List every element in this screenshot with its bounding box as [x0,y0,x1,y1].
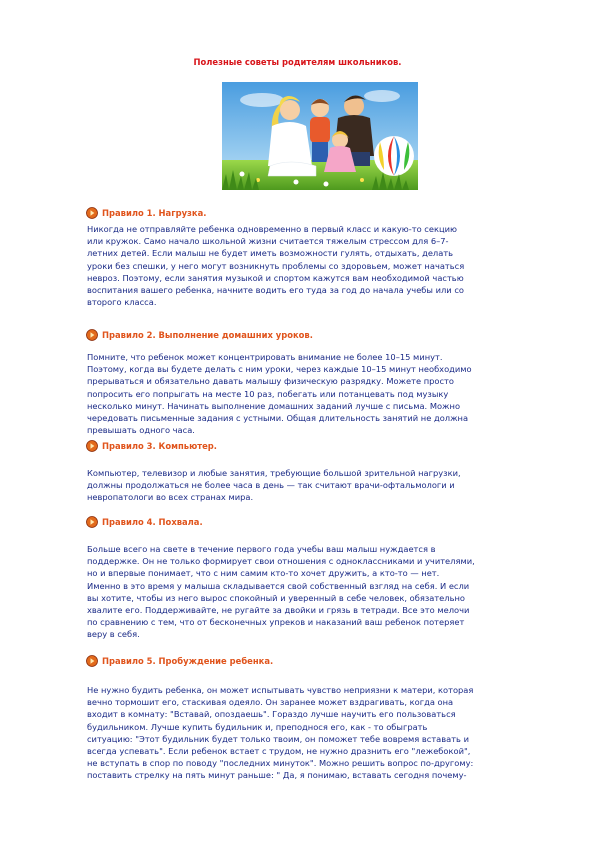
text-line: Больше всего на свете в течение первого года учебы ваш малыш нуждается в [87,544,436,554]
text-line: по сравнению с тем, что от бесконечных упреков и наказаний ваш ребенок потеряет [87,617,465,628]
text-line: должны продолжаться не более часа в день — так считают врачи-офтальмологи и [87,480,455,491]
orange-arrow-bullet-icon [86,440,98,452]
text-line: не вступать в спор по поводу "последних минуток". Можно решить вопрос по-другому: [87,758,474,769]
text-line: входит в комнату: "Вставай, опоздаешь". Гораздо лучше научить его пользоваться [87,709,456,720]
text-line: вы хотите, чтобы из него вырос спокойный и уверенный в себе человек, обязательно [87,592,465,603]
text-line: веру в себя. [87,629,140,640]
orange-arrow-bullet-icon [86,516,98,528]
text-line: поставить стрелку на пять минут раньше: " Да, я понимаю, вставать сегодня почему- [87,770,467,781]
rule-heading-5 [86,654,273,668]
rule-heading-2 [86,328,313,342]
rule-heading-4 [86,515,203,529]
page-title: Полезные советы родителям школьников. [193,57,402,67]
family-illustration-icon [222,82,418,190]
text-line: попросить его попрыгать на месте 10 раз, побегать или потанцевать под музыку [87,388,449,399]
rule-paragraph-1 [87,223,553,308]
rule-heading-text: Правило 2. Выполнение домашних уроков. [102,330,313,340]
text-line: второго класса. [87,297,157,308]
rule-heading-text: Правило 4. Похвала. [102,517,203,527]
rule-paragraph-4 [87,543,553,641]
text-line: уроки без спешки, у него могут возникнуть проблемы со здоровьем, может начаться [87,260,465,271]
text-line: воспитания вашего ребенка, начните водить его туда за год до начала учебы или со [87,285,464,296]
text-line: поддержке. Он не только формирует свои отношения с одноклассниками и учителями, [87,556,475,567]
orange-arrow-bullet-icon [86,207,98,219]
rule-heading-text: Правило 3. Компьютер. [102,441,217,451]
orange-arrow-bullet-icon [86,655,98,667]
text-line: Именно в это время у малыша складывается свой собственный взгляд на себя. И если [87,580,470,591]
rule-paragraph-3 [87,467,553,504]
text-line: превышать одного часа. [87,425,195,436]
text-line: невроз. Поэтому, если занятия музыкой и спортом кажутся вам необходимой частью [87,272,464,283]
rule-heading-3 [86,439,217,453]
text-line: Не нужно будить ребенка, он может испытывать чувство неприязни к матери, которая [87,685,474,695]
text-line: прерываться и обязательно давать малышу физическую разрядку. Можете просто [87,376,454,387]
text-line: чередовать письменные задания с устными. Общая длительность занятий не должна [87,413,469,424]
text-line: ситуацию: "Этот будильник будет только твоим, он поможет тебе вовремя вставать и [87,733,469,744]
text-line: вечно тормошит его, стаскивая одеяло. Он заранее может вздрагивать, когда она [87,697,454,708]
text-line: или кружок. Само начало школьной жизни считается тяжелым стрессом для 6–7- [87,236,449,247]
text-line: будильником. Лучше купить будильник и, преподнося его, как - то обыграть [87,721,428,732]
text-line: Поэтому, когда вы будете делать с ним уроки, через каждые 10–15 минут необходимо [87,364,472,375]
rule-heading-text: Правило 5. Пробуждение ребенка. [102,656,274,666]
text-line: летних детей. Если малыш не будет иметь возможности гулять, отдыхать, делать [87,248,454,259]
text-line: всегда успевать". Если ребенок встает с трудом, не нужно дразнить его "лежебокой", [87,746,471,757]
text-line: Помните, что ребенок может концентрировать внимание не более 10–15 минут. [87,352,443,362]
rule-heading-text: Правило 1. Нагрузка. [102,208,207,218]
rule-paragraph-5 [87,684,553,782]
orange-arrow-bullet-icon [86,329,98,341]
text-line: Компьютер, телевизор и любые занятия, требующие большой зрительной нагрузки, [87,468,461,478]
text-line: невропатологи во всех странах мира. [87,492,254,503]
rule-heading-1 [86,206,206,220]
rule-paragraph-2 [87,351,553,436]
text-line: но и впервые понимает, что с ним самим кто-то хочет дружить, а кто-то — нет. [87,568,440,579]
text-line: Никогда не отправляйте ребенка одновременно в первый класс и какую-то секцию [87,224,458,234]
text-line: несколько минут. Начинать выполнение домашних заданий лучше с письма. Можно [87,400,461,411]
text-line: хвалите его. Поддерживайте, не ругайте за двойки и грязь в тетради. Все это мелочи [87,605,470,616]
